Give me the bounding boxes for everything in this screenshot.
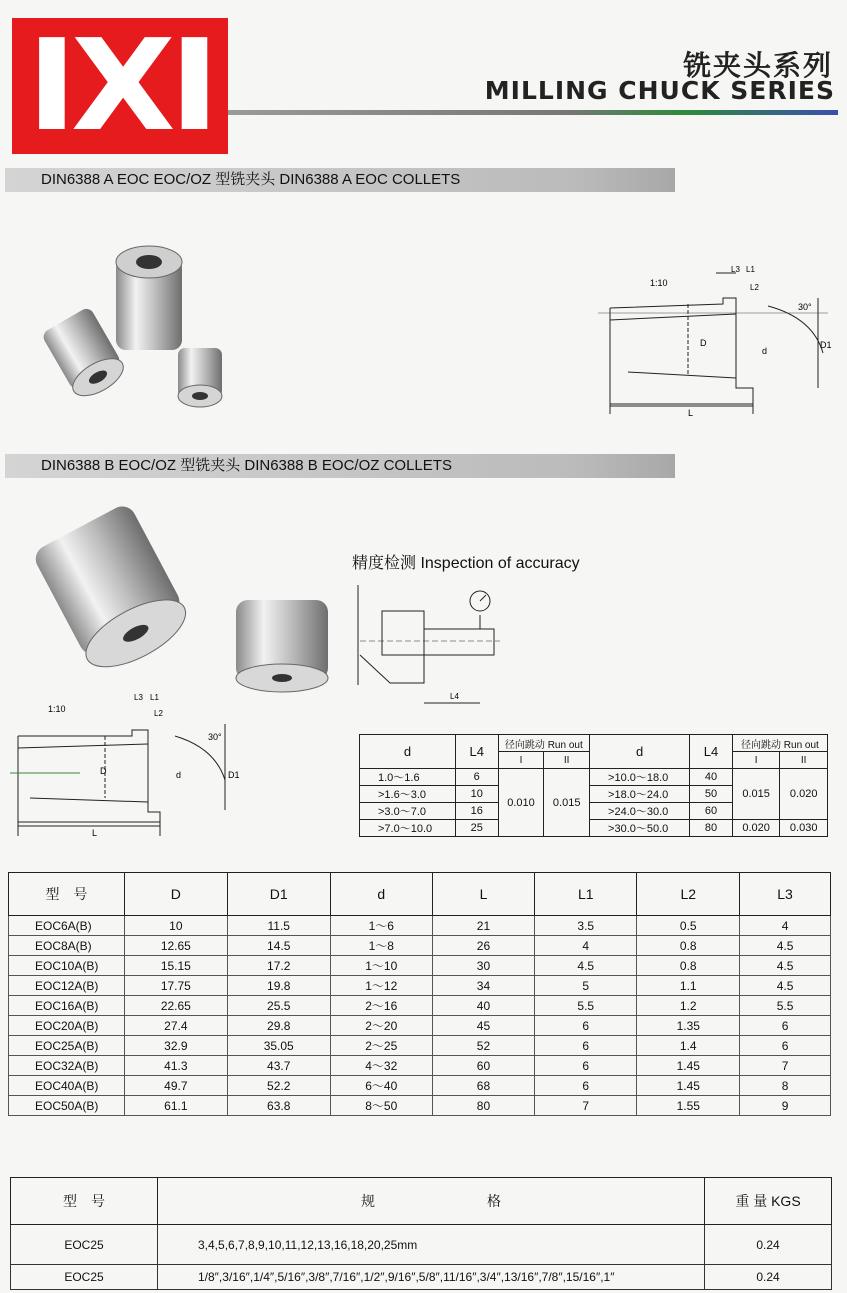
model-cell: EOC6A(B) (9, 916, 125, 936)
value-cell: 41.3 (124, 1056, 227, 1076)
value-cell: 35.05 (227, 1036, 330, 1056)
cell: 16 (455, 803, 498, 820)
table-row (11, 1265, 832, 1290)
logo-text: IXI (26, 12, 214, 159)
value-cell: 15.15 (124, 956, 227, 976)
value-cell: 32.9 (124, 1036, 227, 1056)
col-i: I (732, 752, 780, 769)
value-cell: 6 (535, 1016, 637, 1036)
col-ii: II (780, 752, 828, 769)
collets-b-photo (22, 498, 342, 698)
column-header: D1 (227, 873, 330, 916)
cell: 0.030 (780, 820, 828, 837)
value-cell: 61.1 (124, 1096, 227, 1116)
collet-b-small (236, 600, 328, 692)
d-small-label: d (762, 346, 768, 356)
cell: 0.015 (732, 769, 780, 820)
value-cell: 5 (535, 976, 637, 996)
section-b-title: DIN6388 B EOC/OZ 型铣夹头 DIN6388 B EOC/OZ COLLETS (5, 454, 675, 478)
cell: >10.0～18.0 (590, 769, 690, 786)
value-cell: 10 (124, 916, 227, 936)
value-cell: 30 (432, 956, 534, 976)
collet-b-large (31, 502, 196, 681)
value-cell: 52 (432, 1036, 534, 1056)
value-cell: 6 (740, 1016, 831, 1036)
model-cell: EOC16A(B) (9, 996, 125, 1016)
cell: 50 (690, 786, 733, 803)
ratio-label: 1:10 (650, 278, 668, 288)
model-cell: EOC12A(B) (9, 976, 125, 996)
value-cell: 21 (432, 916, 534, 936)
model-cell: EOC8A(B) (9, 936, 125, 956)
ratio-label: 1:10 (48, 704, 66, 714)
value-cell: 29.8 (227, 1016, 330, 1036)
model-cell: EOC32A(B) (9, 1056, 125, 1076)
col-model: 型 号 (11, 1178, 158, 1225)
value-cell: 4.5 (740, 956, 831, 976)
value-cell: 1.4 (637, 1036, 740, 1056)
d1-label: D1 (820, 340, 832, 350)
cell: >24.0～30.0 (590, 803, 690, 820)
cell: 1.0～1.6 (360, 769, 456, 786)
table-row (11, 1225, 832, 1265)
cell: 0.24 (705, 1225, 832, 1265)
value-cell: 0.5 (637, 916, 740, 936)
length-label: L (688, 408, 694, 418)
value-cell: 19.8 (227, 976, 330, 996)
value-cell: 1.35 (637, 1016, 740, 1036)
model-cell: EOC25A(B) (9, 1036, 125, 1056)
d-big-label: D (700, 338, 707, 348)
cell: >18.0～24.0 (590, 786, 690, 803)
l2-label: L2 (154, 709, 163, 718)
column-header: 型 号 (9, 873, 125, 916)
l1-label: L1 (746, 265, 755, 274)
value-cell: 3.5 (535, 916, 637, 936)
value-cell: 63.8 (227, 1096, 330, 1116)
value-cell: 8～50 (330, 1096, 432, 1116)
value-cell: 7 (740, 1056, 831, 1076)
value-cell: 1.45 (637, 1076, 740, 1096)
drawing-a (598, 258, 838, 418)
value-cell: 34 (432, 976, 534, 996)
table-row (360, 769, 828, 786)
cell: 1/8″,3/16″,1/4″,5/16″,3/8″,7/16″,1/2″,9/16″,5/8″,11/16″,3/4″,13/16″,7/8″,15/16″,1″ (158, 1265, 705, 1290)
length-label: L (92, 828, 98, 838)
model-cell: EOC50A(B) (9, 1096, 125, 1116)
value-cell: 4～32 (330, 1056, 432, 1076)
value-cell: 1.55 (637, 1096, 740, 1116)
cell: 0.015 (544, 769, 590, 837)
value-cell: 17.75 (124, 976, 227, 996)
value-cell: 60 (432, 1056, 534, 1076)
value-cell: 1～10 (330, 956, 432, 976)
value-cell: 1～6 (330, 916, 432, 936)
value-cell: 25.5 (227, 996, 330, 1016)
cell: 0.020 (780, 769, 828, 820)
cell: 10 (455, 786, 498, 803)
dimension-table (8, 872, 831, 1116)
table-row (9, 936, 831, 956)
value-cell: 17.2 (227, 956, 330, 976)
drawing-b (10, 690, 250, 850)
cell: >3.0～7.0 (360, 803, 456, 820)
col-d: d (590, 735, 690, 769)
l4-label: L4 (450, 692, 459, 701)
model-cell: EOC10A(B) (9, 956, 125, 976)
value-cell: 1～8 (330, 936, 432, 956)
cell: EOC25 (11, 1265, 158, 1290)
cell: 40 (690, 769, 733, 786)
model-cell: EOC20A(B) (9, 1016, 125, 1036)
column-header: d (330, 873, 432, 916)
value-cell: 8 (740, 1076, 831, 1096)
l3-label: L3 (134, 693, 143, 702)
cell: >1.6～3.0 (360, 786, 456, 803)
value-cell: 6 (740, 1036, 831, 1056)
column-header: L3 (740, 873, 831, 916)
cell: 6 (455, 769, 498, 786)
inspection-drawing (350, 585, 510, 715)
value-cell: 52.2 (227, 1076, 330, 1096)
value-cell: 27.4 (124, 1016, 227, 1036)
table-row (9, 976, 831, 996)
column-header: L1 (535, 873, 637, 916)
table-row (9, 1036, 831, 1056)
value-cell: 7 (535, 1096, 637, 1116)
d-small-label: d (176, 770, 182, 780)
col-l4: L4 (455, 735, 498, 769)
cell: 80 (690, 820, 733, 837)
col-runout: 径向跳动 Run out (732, 735, 827, 752)
cell: 0.020 (732, 820, 780, 837)
l1-label: L1 (150, 693, 159, 702)
brand-logo (12, 12, 228, 159)
value-cell: 9 (740, 1096, 831, 1116)
value-cell: 49.7 (124, 1076, 227, 1096)
collet-large (116, 246, 182, 350)
value-cell: 2～16 (330, 996, 432, 1016)
cell: 60 (690, 803, 733, 820)
collet-medium (41, 306, 129, 403)
header-divider (228, 110, 838, 115)
value-cell: 4.5 (740, 936, 831, 956)
table-row (9, 1096, 831, 1116)
col-runout: 径向跳动 Run out (498, 735, 589, 752)
value-cell: 40 (432, 996, 534, 1016)
value-cell: 12.65 (124, 936, 227, 956)
value-cell: 14.5 (227, 936, 330, 956)
series-title-cn: 铣夹头系列 (682, 49, 833, 82)
value-cell: 6～40 (330, 1076, 432, 1096)
value-cell: 1～12 (330, 976, 432, 996)
value-cell: 26 (432, 936, 534, 956)
value-cell: 6 (535, 1036, 637, 1056)
col-i: I (498, 752, 544, 769)
value-cell: 4 (740, 916, 831, 936)
inspection-title: 精度检测 Inspection of accuracy (352, 555, 580, 572)
column-header: D (124, 873, 227, 916)
angle-label: 30° (208, 732, 222, 742)
value-cell: 4.5 (535, 956, 637, 976)
value-cell: 2～25 (330, 1036, 432, 1056)
value-cell: 1.45 (637, 1056, 740, 1076)
value-cell: 6 (535, 1076, 637, 1096)
value-cell: 6 (535, 1056, 637, 1076)
cell: EOC25 (11, 1225, 158, 1265)
value-cell: 5.5 (740, 996, 831, 1016)
col-ii: II (544, 752, 590, 769)
col-d: d (360, 735, 456, 769)
table-row (9, 1076, 831, 1096)
value-cell: 11.5 (227, 916, 330, 936)
section-a-title: DIN6388 A EOC EOC/OZ 型铣夹头 DIN6388 A EOC COLLETS (5, 168, 675, 192)
collets-a-photo (20, 236, 240, 416)
cell: >30.0～50.0 (590, 820, 690, 837)
runout-table (359, 734, 828, 837)
column-header: L2 (637, 873, 740, 916)
dimension-header-row (9, 873, 831, 916)
cell: 25 (455, 820, 498, 837)
value-cell: 2～20 (330, 1016, 432, 1036)
table-row (9, 956, 831, 976)
value-cell: 0.8 (637, 956, 740, 976)
value-cell: 5.5 (535, 996, 637, 1016)
cell: 0.010 (498, 769, 544, 837)
value-cell: 1.2 (637, 996, 740, 1016)
value-cell: 4.5 (740, 976, 831, 996)
value-cell: 43.7 (227, 1056, 330, 1076)
value-cell: 45 (432, 1016, 534, 1036)
cell: 3,4,5,6,7,8,9,10,11,12,13,16,18,20,25mm (158, 1225, 705, 1265)
value-cell: 68 (432, 1076, 534, 1096)
spec-table (10, 1177, 832, 1290)
col-weight: 重 量 KGS (705, 1178, 832, 1225)
value-cell: 0.8 (637, 936, 740, 956)
d1-label: D1 (228, 770, 240, 780)
series-title-en: MILLING CHUCK SERIES (484, 76, 835, 105)
angle-label: 30° (798, 302, 812, 312)
col-l4: L4 (690, 735, 733, 769)
value-cell: 4 (535, 936, 637, 956)
dimension-table-body (9, 916, 831, 1116)
col-spec: 规 格 (158, 1178, 705, 1225)
model-cell: EOC40A(B) (9, 1076, 125, 1096)
d-big-label: D (100, 766, 107, 776)
table-row (9, 1016, 831, 1036)
l2-label: L2 (750, 283, 759, 292)
table-row (360, 820, 828, 837)
collet-small (178, 348, 222, 407)
cell: >7.0～10.0 (360, 820, 456, 837)
table-row (9, 1056, 831, 1076)
cell: 0.24 (705, 1265, 832, 1290)
l3-label: L3 (731, 265, 740, 274)
table-row (9, 916, 831, 936)
value-cell: 1.1 (637, 976, 740, 996)
column-header: L (432, 873, 534, 916)
table-row (9, 996, 831, 1016)
value-cell: 80 (432, 1096, 534, 1116)
value-cell: 22.65 (124, 996, 227, 1016)
